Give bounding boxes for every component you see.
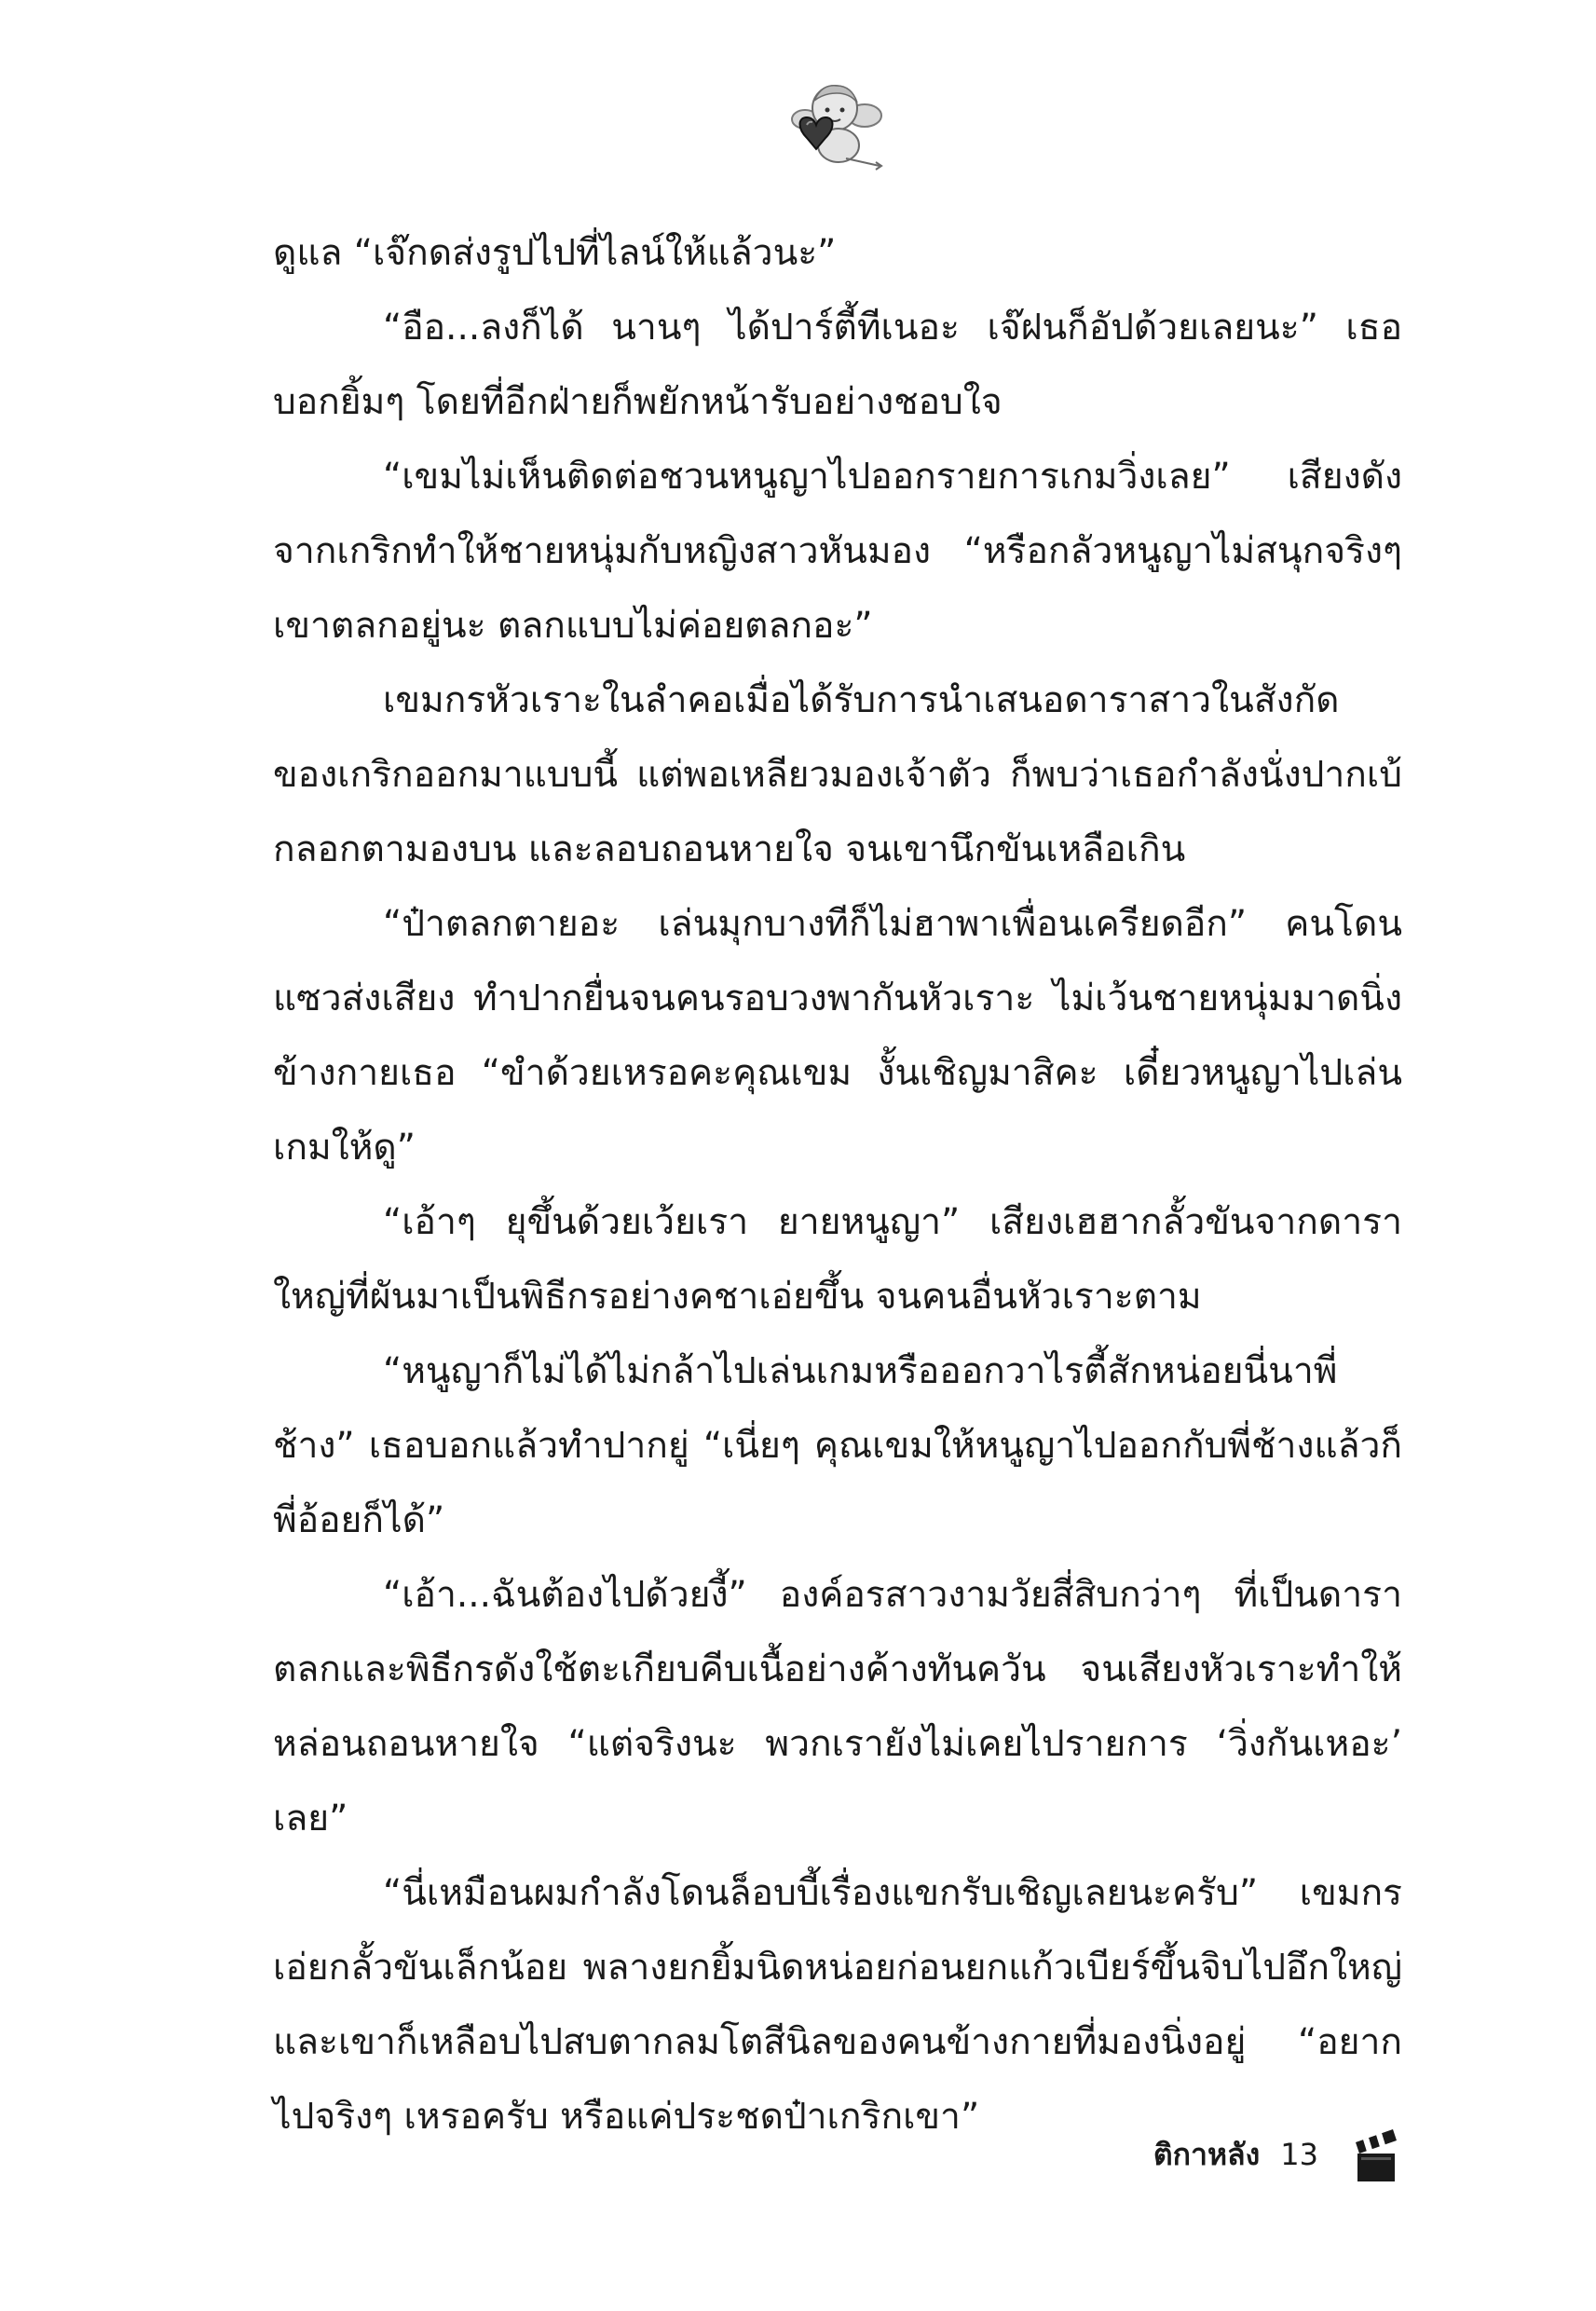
running-title: ติกาหลัง	[1153, 2136, 1261, 2172]
paragraph: “นี่เหมือนผมกำลังโดนล็อบบี้เรื่องแขกรับเชิญเลยนะครับ” เขมกรเอ่ยกลั้วขันเล็กน้อย พลางยกยิ้มนิดหน่อยก่อนยกแก้วเบียร์ขึ้นจิบไปอึกใหญ่ และเขาก็เหลือบไปสบตากลมโตสีนิลของคนข้างกายที่มองนิ่งอยู่ “อยากไปจริงๆ เหรอครับ หรือแค่ประชดป๋าเกริกเขา”	[273, 1872, 1402, 2138]
paragraph: “อือ...ลงก็ได้ นานๆ ได้ปาร์ตี้ทีเนอะ เจ๊ฝนก็อัปด้วยเลยนะ” เธอบอกยิ้มๆ โดยที่อีกฝ่ายก็พยักหน้ารับอย่างชอบใจ	[273, 307, 1402, 423]
paragraph: เขมกรหัวเราะในลำคอเมื่อได้รับการนำเสนอดาราสาวในสังกัดของเกริกออกมาแบบนี้ แต่พอเหลียวมองเจ้าตัว ก็พบว่าเธอกำลังนั่งปากเบ้กลอกตามองบน และลอบถอนหายใจ จนเขานึกขันเหลือเกิน	[273, 679, 1402, 870]
paragraph: “เอ้า...ฉันต้องไปด้วยงี้” องค์อรสาวงามวัยสี่สิบกว่าๆ ที่เป็นดาราตลกและพิธีกรดังใช้ตะเกียบคีบเนื้อย่างค้างทันควัน จนเสียงหัวเราะทำให้หล่อนถอนหายใจ “แต่จริงนะ พวกเรายังไม่เคยไปรายการ ‘วิ่งกันเหอะ’ เลย”	[273, 1574, 1402, 1839]
paragraph: “เขมไม่เห็นติดต่อชวนหนูญาไปออกรายการเกมวิ่งเลย” เสียงดังจากเกริกทำให้ชายหนุ่มกับหญิงสาวหันมอง “หรือกลัวหนูญาไม่สนุกจริงๆ เขาตลกอยู่นะ ตลกแบบไม่ค่อยตลกอะ”	[273, 456, 1402, 647]
page-number: 13	[1280, 2137, 1318, 2172]
paragraph: “เอ้าๆ ยุขึ้นด้วยเว้ยเรา ยายหนูญา” เสียงเฮฮากลั้วขันจากดาราใหญ่ที่ผันมาเป็นพิธีกรอย่างคชาเอ่ยขึ้น จนคนอื่นหัวเราะตาม	[273, 1201, 1402, 1318]
clapperboard-icon	[1350, 2126, 1400, 2183]
paragraph: “หนูญาก็ไม่ได้ไม่กล้าไปเล่นเกมหรือออกวาไรตี้สักหน่อยนี่นาพี่ช้าง” เธอบอกแล้วทำปากยู่ “เนี่ยๆ คุณเขมให้หนูญาไปออกกับพี่ช้างแล้วก็พี่อ้อยก็ได้”	[273, 1350, 1402, 1541]
cupid-heart-icon	[784, 73, 887, 175]
paragraph: “ป๋าตลกตายอะ เล่นมุกบางทีก็ไม่ฮาพาเพื่อนเครียดอีก” คนโดนแซวส่งเสียง ทำปากยื่นจนคนรอบวงพากันหัวเราะ ไม่เว้นชายหนุ่มมาดนิ่งข้างกายเธอ “ขำด้วยเหรอคะคุณเขม งั้นเชิญมาสิคะ เดี๋ยวหนูญาไปเล่นเกมให้ดู”	[273, 903, 1402, 1169]
page-footer	[1153, 2126, 1400, 2182]
body-text	[273, 216, 1402, 2154]
paragraph: ดูแล “เจ๊กดส่งรูปไปที่ไลน์ให้แล้วนะ”	[273, 232, 837, 274]
